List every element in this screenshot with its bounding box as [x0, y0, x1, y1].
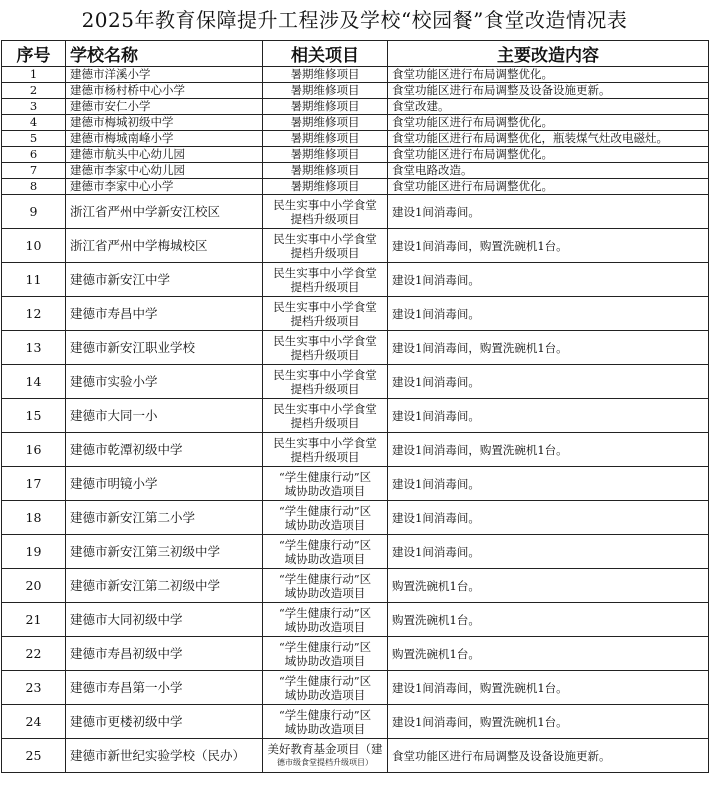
table-row	[2, 535, 709, 569]
table-row	[2, 297, 709, 331]
row-project-line1: 民生实事中小学食堂	[273, 401, 377, 416]
row-project: 暑期维修项目	[263, 179, 388, 195]
row-project	[263, 739, 388, 773]
row-idx: 13	[2, 331, 66, 365]
row-project	[263, 331, 388, 365]
row-project-line2: 提档升级项目	[290, 313, 360, 328]
row-content: 食堂改建。	[388, 99, 709, 115]
table-row	[2, 263, 709, 297]
row-school: 建德市新安江中学	[66, 263, 263, 297]
row-content: 建设1间消毒间，购置洗碗机1台。	[388, 331, 709, 365]
row-project-line1: “学生健康行动”区	[278, 605, 372, 620]
row-content: 建设1间消毒间。	[388, 535, 709, 569]
row-idx: 5	[2, 131, 66, 147]
table-row	[2, 99, 709, 115]
row-project	[263, 705, 388, 739]
row-project	[263, 297, 388, 331]
row-school: 建德市梅城初级中学	[66, 115, 263, 131]
row-project-line2: 德市级食堂提档升级项目）	[277, 757, 373, 767]
row-content: 食堂功能区进行布局调整及设备设施更新。	[388, 83, 709, 99]
table-row	[2, 195, 709, 229]
row-content: 食堂功能区进行布局调整优化。	[388, 115, 709, 131]
row-school: 建德市洋溪小学	[66, 67, 263, 83]
row-project-line1: 民生实事中小学食堂	[273, 367, 377, 382]
row-content: 购置洗碗机1台。	[388, 569, 709, 603]
row-school: 建德市寿昌第一小学	[66, 671, 263, 705]
table-row	[2, 603, 709, 637]
row-project: 暑期维修项目	[263, 163, 388, 179]
row-school: 建德市杨村桥中心小学	[66, 83, 263, 99]
row-school: 建德市寿昌中学	[66, 297, 263, 331]
document	[1, 0, 708, 773]
row-school: 建德市航头中心幼儿园	[66, 147, 263, 163]
row-school: 建德市乾潭初级中学	[66, 433, 263, 467]
row-idx: 25	[2, 739, 66, 773]
row-project: 暑期维修项目	[263, 99, 388, 115]
table-row	[2, 115, 709, 131]
row-project-line2: 域协助改造项目	[284, 585, 366, 600]
row-school: 建德市李家中心小学	[66, 179, 263, 195]
row-idx: 1	[2, 67, 66, 83]
row-project-line2: 域协助改造项目	[284, 551, 366, 566]
row-project	[263, 365, 388, 399]
row-idx: 20	[2, 569, 66, 603]
row-content: 建设1间消毒间，购置洗碗机1台。	[388, 229, 709, 263]
row-content: 食堂功能区进行布局调整优化。	[388, 179, 709, 195]
row-school: 建德市寿昌初级中学	[66, 637, 263, 671]
row-idx: 22	[2, 637, 66, 671]
page-title: 2025年教育保障提升工程涉及学校“校园餐”食堂改造情况表	[81, 8, 628, 32]
table-row	[2, 637, 709, 671]
row-school: 建德市大同初级中学	[66, 603, 263, 637]
table-row	[2, 467, 709, 501]
row-project-line1: “学生健康行动”区	[278, 673, 372, 688]
row-content: 购置洗碗机1台。	[388, 637, 709, 671]
row-idx: 2	[2, 83, 66, 99]
row-project	[263, 501, 388, 535]
row-content: 食堂功能区进行布局调整优化。	[388, 67, 709, 83]
table-row	[2, 147, 709, 163]
row-content: 食堂功能区进行布局调整优化。	[388, 147, 709, 163]
row-project-line1: “学生健康行动”区	[278, 503, 372, 518]
row-school: 浙江省严州中学新安江校区	[66, 195, 263, 229]
row-project-line1: 民生实事中小学食堂	[273, 231, 377, 246]
row-project	[263, 195, 388, 229]
row-school: 建德市新安江第二初级中学	[66, 569, 263, 603]
row-content: 食堂功能区进行布局调整优化，瓶装煤气灶改电磁灶。	[388, 131, 709, 147]
table-row	[2, 501, 709, 535]
row-project-line2: 域协助改造项目	[284, 483, 366, 498]
row-idx: 23	[2, 671, 66, 705]
row-school: 建德市新安江第三初级中学	[66, 535, 263, 569]
row-content: 建设1间消毒间。	[388, 365, 709, 399]
row-project-line2: 域协助改造项目	[284, 721, 366, 736]
row-school: 建德市新世纪实验学校（民办）	[66, 739, 263, 773]
row-school: 建德市明镜小学	[66, 467, 263, 501]
row-project-line1: 民生实事中小学食堂	[273, 265, 377, 280]
row-project-line1: 民生实事中小学食堂	[273, 435, 377, 450]
header-project: 相关项目	[263, 41, 388, 67]
table-row	[2, 569, 709, 603]
row-idx: 8	[2, 179, 66, 195]
table-row	[2, 179, 709, 195]
row-content: 建设1间消毒间。	[388, 195, 709, 229]
row-project-line1: “学生健康行动”区	[278, 469, 372, 484]
row-project: 暑期维修项目	[263, 67, 388, 83]
table-row	[2, 83, 709, 99]
row-content: 建设1间消毒间。	[388, 467, 709, 501]
row-project-line1: “学生健康行动”区	[278, 639, 372, 654]
row-idx: 6	[2, 147, 66, 163]
row-project	[263, 603, 388, 637]
row-idx: 17	[2, 467, 66, 501]
table-row	[2, 131, 709, 147]
row-idx: 21	[2, 603, 66, 637]
row-project-line1: “学生健康行动”区	[278, 537, 372, 552]
table-row	[2, 67, 709, 83]
header-content: 主要改造内容	[388, 41, 709, 67]
row-content: 购置洗碗机1台。	[388, 603, 709, 637]
table-row	[2, 331, 709, 365]
row-content: 建设1间消毒间，购置洗碗机1台。	[388, 705, 709, 739]
row-idx: 19	[2, 535, 66, 569]
row-idx: 12	[2, 297, 66, 331]
row-project-line1: “学生健康行动”区	[278, 707, 372, 722]
row-idx: 4	[2, 115, 66, 131]
table-header-row	[2, 41, 709, 67]
row-project-line1: 民生实事中小学食堂	[273, 197, 377, 212]
row-idx: 15	[2, 399, 66, 433]
row-idx: 11	[2, 263, 66, 297]
table-row	[2, 365, 709, 399]
row-idx: 18	[2, 501, 66, 535]
row-project	[263, 399, 388, 433]
row-project: 暑期维修项目	[263, 147, 388, 163]
row-school: 建德市实验小学	[66, 365, 263, 399]
row-school: 建德市梅城南峰小学	[66, 131, 263, 147]
row-project-line1: 美好教育基金项目（建	[267, 741, 383, 756]
table-row	[2, 163, 709, 179]
row-project	[263, 671, 388, 705]
row-school: 建德市安仁小学	[66, 99, 263, 115]
table-row	[2, 399, 709, 433]
row-project	[263, 535, 388, 569]
row-idx: 14	[2, 365, 66, 399]
row-content: 建设1间消毒间，购置洗碗机1台。	[388, 433, 709, 467]
row-project	[263, 467, 388, 501]
table-row	[2, 229, 709, 263]
row-project	[263, 637, 388, 671]
row-school: 建德市新安江职业学校	[66, 331, 263, 365]
row-project-line2: 域协助改造项目	[284, 687, 366, 702]
row-idx: 7	[2, 163, 66, 179]
row-idx: 24	[2, 705, 66, 739]
row-idx: 9	[2, 195, 66, 229]
row-content: 食堂电路改造。	[388, 163, 709, 179]
row-project	[263, 569, 388, 603]
row-content: 建设1间消毒间。	[388, 297, 709, 331]
row-project-line2: 提档升级项目	[290, 347, 360, 362]
table-row	[2, 671, 709, 705]
row-project-line2: 域协助改造项目	[284, 619, 366, 634]
row-project-line2: 提档升级项目	[290, 449, 360, 464]
row-school: 建德市大同一小	[66, 399, 263, 433]
header-school: 学校名称	[66, 41, 263, 67]
row-content: 建设1间消毒间。	[388, 263, 709, 297]
row-content: 建设1间消毒间。	[388, 501, 709, 535]
row-idx: 3	[2, 99, 66, 115]
row-project-line2: 提档升级项目	[290, 211, 360, 226]
row-project-line2: 提档升级项目	[290, 245, 360, 260]
row-project: 暑期维修项目	[263, 115, 388, 131]
row-project-line1: “学生健康行动”区	[278, 571, 372, 586]
row-content: 建设1间消毒间。	[388, 399, 709, 433]
row-idx: 16	[2, 433, 66, 467]
row-content: 建设1间消毒间，购置洗碗机1台。	[388, 671, 709, 705]
row-project	[263, 263, 388, 297]
renovation-table	[1, 40, 709, 773]
table-row	[2, 705, 709, 739]
row-project: 暑期维修项目	[263, 131, 388, 147]
row-school: 建德市李家中心幼儿园	[66, 163, 263, 179]
row-project-line1: 民生实事中小学食堂	[273, 299, 377, 314]
row-project: 暑期维修项目	[263, 83, 388, 99]
row-idx: 10	[2, 229, 66, 263]
row-project	[263, 229, 388, 263]
row-school: 建德市新安江第二小学	[66, 501, 263, 535]
row-school: 建德市更楼初级中学	[66, 705, 263, 739]
row-project-line2: 提档升级项目	[290, 279, 360, 294]
row-project-line1: 民生实事中小学食堂	[273, 333, 377, 348]
row-project-line2: 提档升级项目	[290, 415, 360, 430]
table-row	[2, 433, 709, 467]
header-idx: 序号	[2, 41, 66, 67]
row-project	[263, 433, 388, 467]
row-project-line2: 域协助改造项目	[284, 653, 366, 668]
row-school: 浙江省严州中学梅城校区	[66, 229, 263, 263]
row-project-line2: 域协助改造项目	[284, 517, 366, 532]
row-project-line2: 提档升级项目	[290, 381, 360, 396]
row-content: 食堂功能区进行布局调整及设备设施更新。	[388, 739, 709, 773]
table-row	[2, 739, 709, 773]
